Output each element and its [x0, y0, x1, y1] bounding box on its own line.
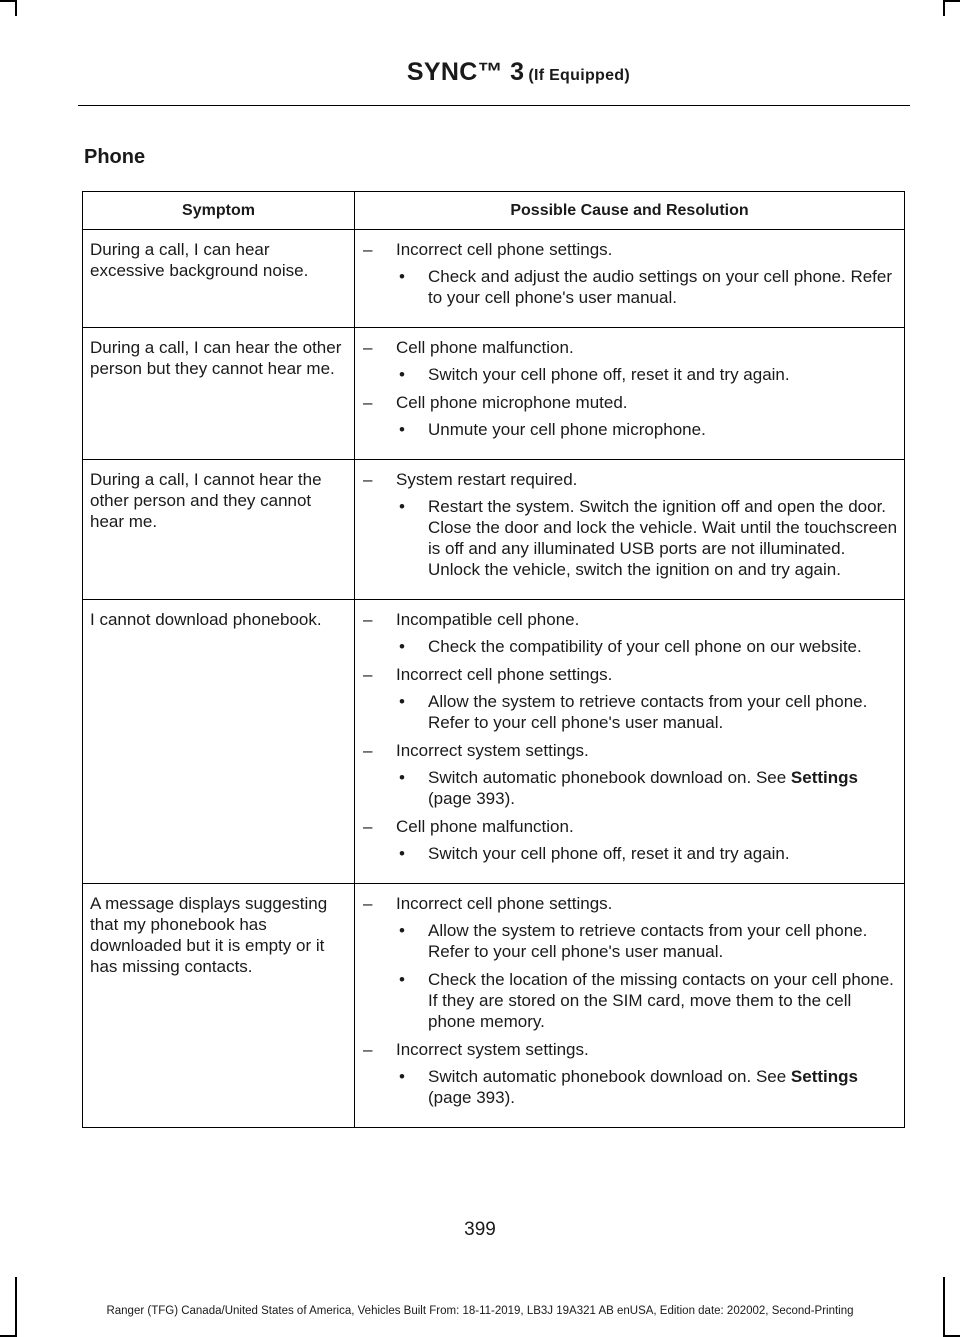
bullet-marker: •	[399, 844, 405, 863]
resolution-cell	[355, 328, 905, 460]
footer-text: Ranger (TFG) Canada/United States of America, Vehicles Built From: 18-11-2019, LB3J 19A321 AB enUSA, Edition date: 202002, Second-Printing	[106, 1305, 854, 1317]
chapter-title	[407, 58, 630, 87]
action-text: Switch your cell phone off, reset it and try again.	[428, 365, 790, 384]
troubleshooting-table	[82, 191, 905, 1128]
action-item	[363, 920, 900, 962]
symptom-cell: During a call, I cannot hear the other person and they cannot hear me.	[83, 460, 355, 600]
settings-link[interactable]: Settings	[790, 1067, 858, 1086]
action-text: Switch automatic phonebook download on. See	[428, 1067, 791, 1086]
dash-marker: –	[363, 817, 373, 836]
action-item	[363, 496, 900, 580]
action-text: Allow the system to retrieve contacts from your cell phone. Refer to your cell phone's user manual.	[428, 692, 868, 732]
cause-text: Incorrect system settings.	[396, 741, 589, 760]
dash-marker: –	[363, 610, 373, 629]
cause-item	[363, 469, 900, 490]
section-title: Phone	[84, 146, 146, 168]
bullet-marker: •	[399, 497, 405, 516]
resolution-header: Possible Cause and Resolution	[355, 192, 905, 230]
action-text: Switch your cell phone off, reset it and try again.	[428, 844, 790, 863]
cause-item	[363, 1039, 900, 1060]
dash-marker: –	[363, 665, 373, 684]
dash-marker: –	[363, 1040, 373, 1059]
page-reference: (page 393).	[428, 1088, 515, 1107]
table-row	[83, 230, 905, 328]
cause-text: Incorrect cell phone settings.	[396, 894, 613, 913]
action-text: Allow the system to retrieve contacts from your cell phone. Refer to your cell phone's user manual.	[428, 921, 868, 961]
action-text: Check the compatibility of your cell phone on our website.	[428, 637, 862, 656]
cause-item	[363, 609, 900, 630]
symptom-cell: I cannot download phonebook.	[83, 600, 355, 884]
symptom-cell: During a call, I can hear excessive background noise.	[83, 230, 355, 328]
bullet-marker: •	[399, 921, 405, 940]
dash-marker: –	[363, 470, 373, 489]
cause-text: Cell phone malfunction.	[396, 817, 574, 836]
dash-marker: –	[363, 894, 373, 913]
crop-mark	[945, 0, 960, 2]
table-row	[83, 328, 905, 460]
cause-text: Incompatible cell phone.	[396, 610, 580, 629]
table-header-row	[83, 192, 905, 230]
dash-marker: –	[363, 240, 373, 259]
bullet-marker: •	[399, 1067, 405, 1086]
crop-mark	[15, 0, 17, 16]
cause-item	[363, 392, 900, 413]
resolution-cell	[355, 230, 905, 328]
dash-marker: –	[363, 741, 373, 760]
cause-text: Cell phone malfunction.	[396, 338, 574, 357]
cause-item	[363, 893, 900, 914]
cause-item	[363, 337, 900, 358]
cause-item	[363, 664, 900, 685]
chapter-name: SYNC™ 3	[406, 58, 525, 86]
cause-item	[363, 816, 900, 837]
cause-text: Incorrect system settings.	[396, 1040, 589, 1059]
action-item	[363, 1066, 900, 1108]
action-text: Restart the system. Switch the ignition off and open the door. Close the door and lock the vehicle. Wait until the touchscreen is off and any illuminated USB ports are not illuminated. Unlock the vehicle, switch the ignition on and try again.	[428, 497, 898, 579]
action-text: Switch automatic phonebook download on. See	[428, 768, 791, 787]
cause-item	[363, 740, 900, 761]
cause-item	[363, 239, 900, 260]
table-row	[83, 460, 905, 600]
bullet-marker: •	[399, 768, 405, 787]
page-number: 399	[464, 1219, 496, 1240]
page-reference: (page 393).	[428, 789, 515, 808]
cause-text: Incorrect cell phone settings.	[396, 240, 613, 259]
action-item	[363, 636, 900, 657]
resolution-cell	[355, 884, 905, 1128]
dash-marker: –	[363, 338, 373, 357]
action-text: Unmute your cell phone microphone.	[428, 420, 706, 439]
action-item	[363, 767, 900, 809]
action-item	[363, 843, 900, 864]
bullet-marker: •	[399, 420, 405, 439]
header-rule	[78, 105, 910, 106]
symptom-header: Symptom	[83, 192, 355, 230]
bullet-marker: •	[399, 365, 405, 384]
action-item	[363, 691, 900, 733]
action-item	[363, 419, 900, 440]
action-item	[363, 266, 900, 308]
cause-text: Incorrect cell phone settings.	[396, 665, 613, 684]
chapter-subtitle: (If Equipped)	[528, 67, 630, 84]
action-text: Check the location of the missing contacts on your cell phone. If they are stored on the SIM card, move them to the cell phone memory.	[428, 970, 894, 1031]
symptom-cell: A message displays suggesting that my phonebook has downloaded but it is empty or it has missing contacts.	[83, 884, 355, 1128]
resolution-cell	[355, 600, 905, 884]
action-item	[363, 969, 900, 1032]
symptom-cell: During a call, I can hear the other person but they cannot hear me.	[83, 328, 355, 460]
crop-mark	[0, 0, 15, 2]
resolution-cell	[355, 460, 905, 600]
action-text: Check and adjust the audio settings on your cell phone. Refer to your cell phone's user manual.	[428, 267, 893, 307]
bullet-marker: •	[399, 970, 405, 989]
dash-marker: –	[363, 393, 373, 412]
bullet-marker: •	[399, 267, 405, 286]
cause-text: Cell phone microphone muted.	[396, 393, 628, 412]
action-item	[363, 364, 900, 385]
table-row	[83, 884, 905, 1128]
table-row	[83, 600, 905, 884]
settings-link[interactable]: Settings	[790, 768, 858, 787]
bullet-marker: •	[399, 692, 405, 711]
bullet-marker: •	[399, 637, 405, 656]
crop-mark	[943, 0, 945, 16]
cause-text: System restart required.	[396, 470, 578, 489]
